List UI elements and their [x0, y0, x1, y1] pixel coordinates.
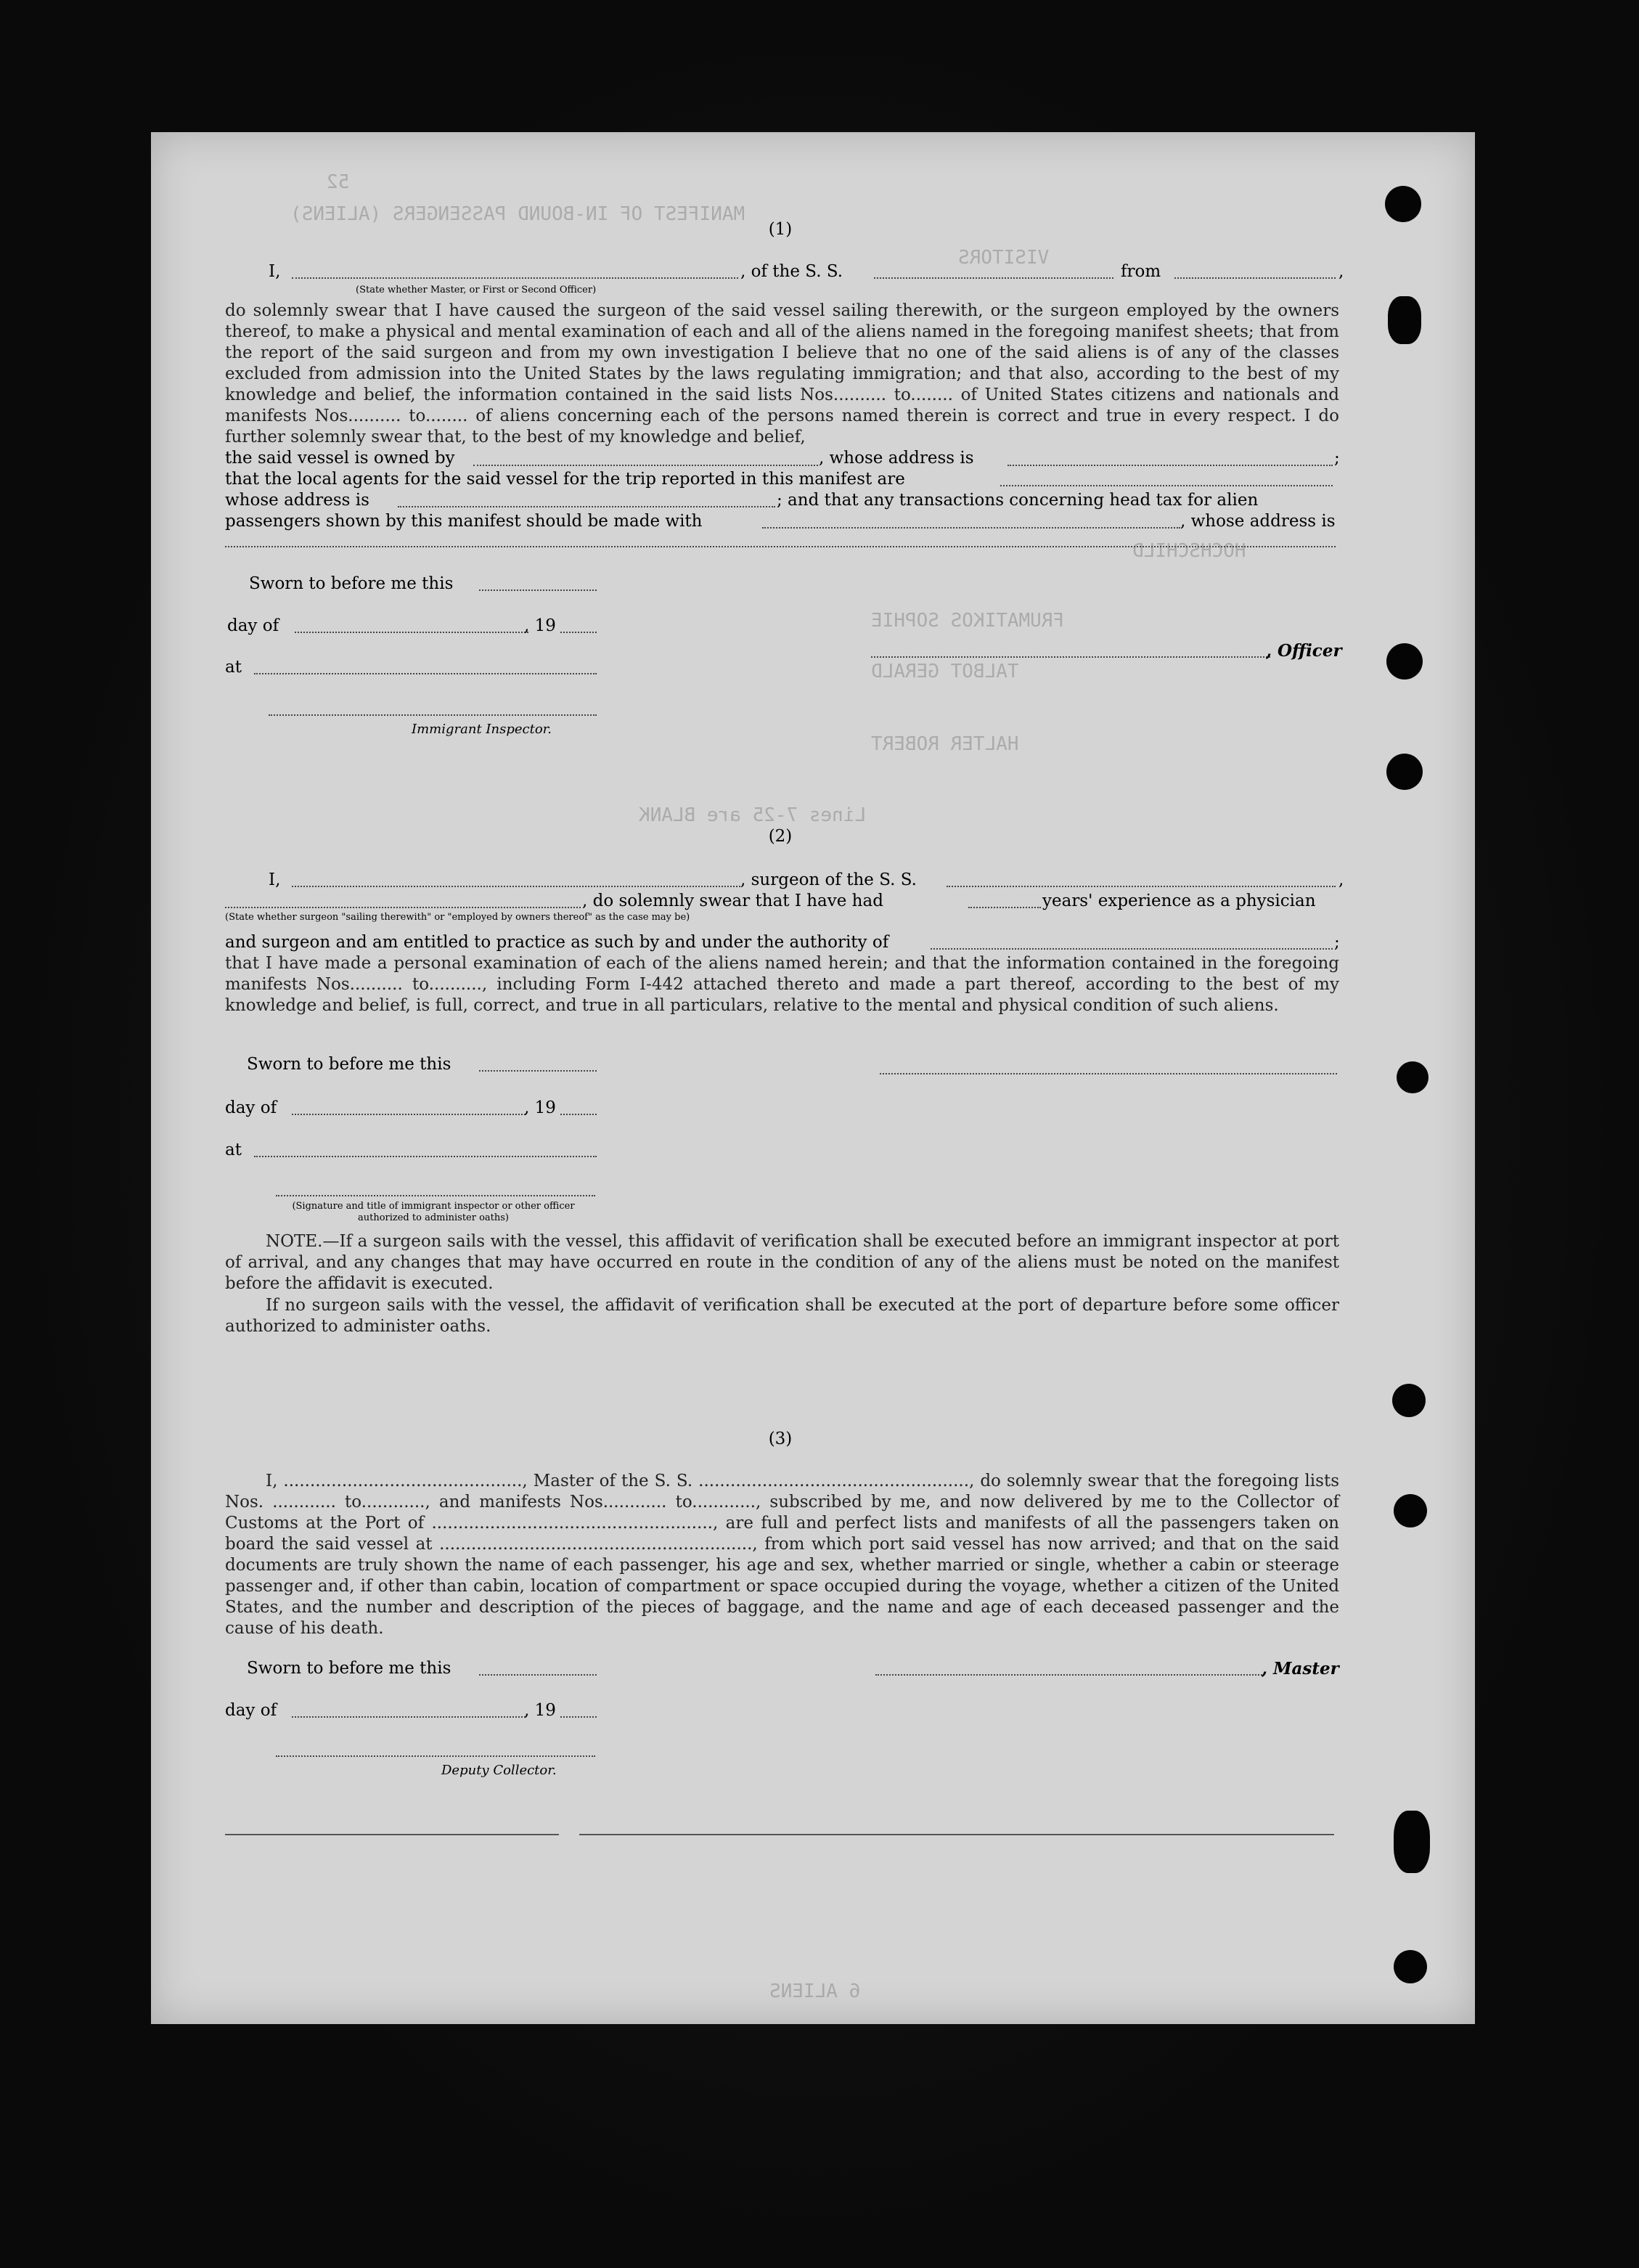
- binder-hole: [1394, 1811, 1430, 1873]
- semicolon: ;: [1334, 449, 1340, 468]
- officer-signature-blank[interactable]: [871, 656, 1270, 658]
- binder-hole: [1392, 1384, 1426, 1417]
- signer-blank[interactable]: [292, 277, 738, 279]
- surgeon-ship-blank[interactable]: [947, 886, 1336, 887]
- binder-hole: [1386, 754, 1423, 790]
- day-of-blank[interactable]: [295, 632, 528, 633]
- agents-label: that the local agents for the said vessel for the trip reported in this manifest are: [225, 470, 905, 489]
- comma: ,: [1338, 870, 1344, 889]
- contact-address-line[interactable]: [225, 546, 1336, 547]
- bottom-rule: [579, 1834, 1334, 1835]
- bleed-through-text: HOCHSCHILD: [1132, 540, 1246, 562]
- officer-signature-blank[interactable]: [276, 1195, 595, 1196]
- signer-instruction: (State whether Master, or First or Second Officer): [356, 285, 597, 295]
- day-of-blank[interactable]: [292, 1114, 526, 1115]
- years-blank[interactable]: [968, 907, 1041, 908]
- binder-hole: [1397, 1061, 1428, 1093]
- owner-address-blank[interactable]: [1007, 465, 1333, 466]
- binder-hole: [1388, 296, 1421, 344]
- owner-address-label: , whose address is: [819, 449, 974, 468]
- section-number: (1): [768, 220, 793, 239]
- note-text: —If a surgeon sails with the vessel, this affidavit of verification shall be executed before an immigrant inspector at port of arrival, and any changes that may have occurred en route in the condition of any of the aliens must be noted on the manifest before the affidavit is executed.: [225, 1232, 1339, 1293]
- surgeon-name-blank[interactable]: [292, 886, 740, 887]
- examination-body: that I have made a personal examination of each of the aliens named herein; and that the information contained in the foregoing manifests Nos.......... to.........., including Form I-442 attached thereto and made a part thereof, according to the best of my knowledge and belief, is full, correct, and true in all particulars, relative to the mental and physical condition of such aliens.: [225, 954, 1339, 1015]
- inspector-label: Immigrant Inspector.: [412, 722, 552, 737]
- oath-start: I,: [269, 262, 281, 281]
- binder-hole: [1385, 186, 1421, 222]
- note-label: NOTE.: [266, 1232, 323, 1251]
- agents-address-label: whose address is: [225, 491, 369, 510]
- master-signature-blank[interactable]: [875, 1674, 1264, 1676]
- binder-hole: [1386, 643, 1423, 680]
- oath-body: do solemnly swear that I have caused the surgeon of the said vessel sailing therewith, or the surgeon employed by the owners thereof, to make a physical and mental examination of each and all of the aliens named in the foregoing manifest sheets; that from the report of the said surgeon and from my own investigation I believe that no one of the said aliens is of any of the classes excluded from admission into the United States by the laws regulating immigration; and that also, according to the best of my knowledge and belief, the information contained in the said lists Nos.......... to........ of United States citizens and nationals and manifests Nos.......... to........ of aliens concerning each of the persons named therein is correct and true in every respect. I do further solemnly swear that, to the best of my knowledge and belief,: [225, 301, 1339, 446]
- authority-blank[interactable]: [931, 948, 1333, 950]
- day-of-blank[interactable]: [292, 1716, 526, 1718]
- ship-name-blank[interactable]: [874, 277, 1113, 279]
- section-number: (3): [768, 1429, 793, 1448]
- surgeon-label: , surgeon of the S. S.: [740, 870, 917, 889]
- note-paragraph: [225, 1231, 1339, 1294]
- deputy-label: Deputy Collector.: [441, 1763, 557, 1778]
- inspector-signature-blank[interactable]: [269, 714, 597, 716]
- owner-label: the said vessel is owned by: [225, 449, 455, 468]
- bleed-through-text: TALBOT GERALD: [871, 661, 1019, 682]
- section-number: (2): [768, 827, 793, 846]
- year-label: , 19: [524, 1098, 556, 1117]
- ship-label: , of the S. S.: [740, 262, 843, 281]
- sworn-label: Sworn to before me this: [247, 1659, 451, 1678]
- sworn-label: Sworn to before me this: [247, 1055, 451, 1074]
- sworn-label: Sworn to before me this: [249, 574, 454, 593]
- year-blank[interactable]: [560, 632, 597, 633]
- master-label: , Master: [1262, 1659, 1339, 1678]
- oath-start: I,: [269, 870, 281, 889]
- signature-instruction: (Signature and title of immigrant inspector or other officer authorized to administer oaths): [292, 1201, 575, 1223]
- note-paragraph-2: If no surgeon sails with the vessel, the affidavit of verification shall be executed at the port of departure before some officer authorized to administer oaths.: [225, 1296, 1339, 1336]
- bleed-through-text: VISITORS: [958, 247, 1050, 269]
- binder-hole: [1394, 1494, 1427, 1527]
- years-label: years' experience as a physician: [1042, 892, 1316, 910]
- deputy-signature-blank[interactable]: [276, 1755, 595, 1757]
- bleed-through-text: FRUMATIKOS SOPHIE: [871, 610, 1065, 632]
- agents-blank[interactable]: [1000, 485, 1333, 486]
- agents-address-blank[interactable]: [398, 506, 775, 507]
- year-blank[interactable]: [560, 1716, 597, 1718]
- sworn-date-blank[interactable]: [479, 1070, 597, 1072]
- surgeon-signature-blank[interactable]: [880, 1073, 1337, 1074]
- sworn-date-blank[interactable]: [479, 1674, 597, 1676]
- master-oath-body: I, ............................................., Master of the S. S. ..................................................., do solemnly swear that the foregoing lists Nos. ............ to............, and manifests Nos............ to............, subscribed by me, and now delivered by me to the Collector of Customs at the Port of ....................................................., are full and perfect lists and manifests of all the passengers taken on board the said vessel at ..........................................................., from which port said vessel has now arrived; and that on the said documents are truly shown the name of each passenger, his age and sex, whether married or single, whether a cabin or steerage passenger and, if other than cabin, location of compartment or space occupied during the voyage, whether a citizen of the United States, and the number and description of the pieces of baggage, and the name and age of each deceased passenger and the cause of his death.: [225, 1472, 1339, 1638]
- from-label: from: [1121, 262, 1161, 281]
- authority-label: and surgeon and am entitled to practice as such by and under the authority of: [225, 933, 889, 952]
- day-of-label: day of: [225, 1098, 277, 1117]
- at-blank[interactable]: [254, 673, 597, 674]
- bleed-through-text: HALTER ROBERT: [871, 733, 1019, 755]
- year-label: , 19: [524, 1701, 556, 1720]
- surgeon-type-blank[interactable]: [225, 907, 581, 908]
- semicolon: ;: [1334, 933, 1340, 952]
- binder-hole: [1394, 1950, 1427, 1983]
- comma: ,: [1338, 262, 1344, 281]
- bleed-through-text: 6 ALIENS: [769, 1981, 861, 2002]
- surgeon-instruction: (State whether surgeon "sailing therewith" or "employed by owners thereof" as the case may be): [225, 912, 690, 923]
- at-label: at: [225, 658, 242, 677]
- at-blank[interactable]: [254, 1156, 597, 1157]
- day-of-label: day of: [227, 616, 279, 635]
- bleed-through-text: MANIFEST OF IN-BOUND PASSENGERS (ALIENS): [290, 203, 745, 225]
- passengers-text: passengers shown by this manifest should be made with: [225, 512, 703, 531]
- owner-blank[interactable]: [473, 465, 818, 466]
- head-tax-text: ; and that any transactions concerning head tax for alien: [777, 491, 1259, 510]
- head-tax-contact-blank[interactable]: [762, 527, 1180, 529]
- officer-label: , Officer: [1266, 641, 1342, 661]
- bleed-through-text: Lines 7-25 are BLANK: [639, 804, 867, 826]
- year-blank[interactable]: [560, 1114, 597, 1115]
- contact-address-label: , whose address is: [1180, 512, 1336, 531]
- sworn-date-blank[interactable]: [479, 590, 597, 591]
- from-port-blank[interactable]: [1174, 277, 1336, 279]
- bleed-through-text: 52: [327, 171, 350, 193]
- day-of-label: day of: [225, 1701, 277, 1720]
- swear-experience: , do solemnly swear that I have had: [582, 892, 883, 910]
- year-label: , 19: [524, 616, 556, 635]
- at-label: at: [225, 1141, 242, 1159]
- bottom-rule: [225, 1834, 559, 1835]
